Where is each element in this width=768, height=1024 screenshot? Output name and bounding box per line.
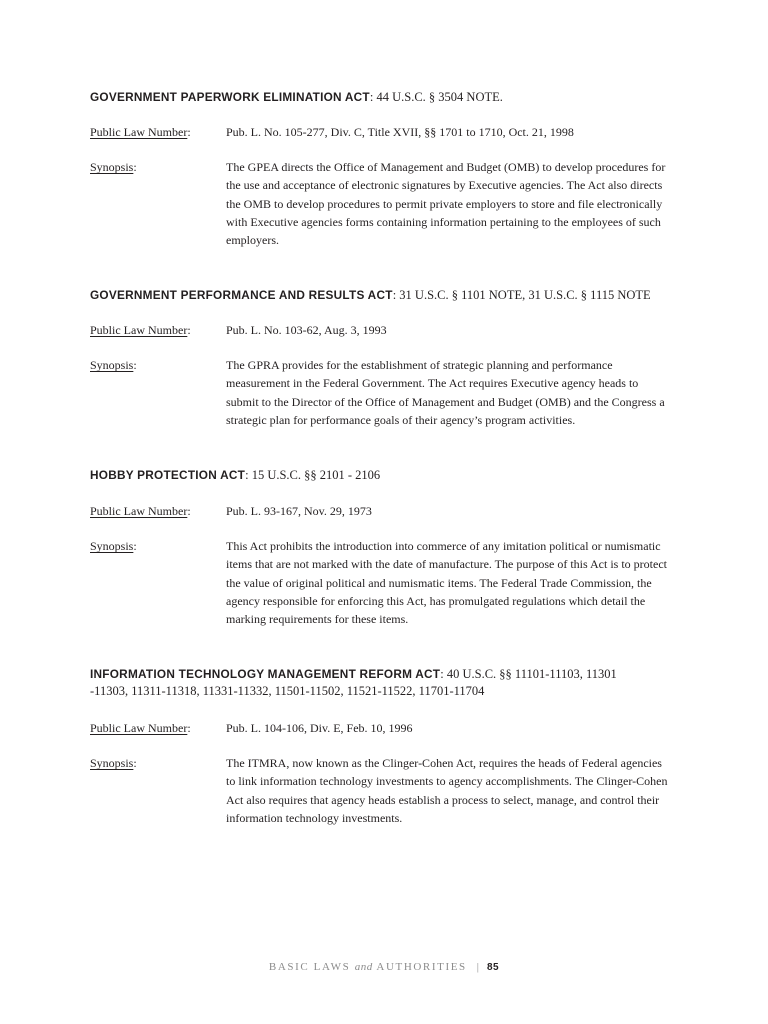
act-heading [90,666,680,700]
synopsis-text [226,537,680,628]
public-law-label: Public Law Number: [90,323,191,337]
act-entry-hobby-protection [90,467,680,628]
synopsis-line: The ITMRA, now known as the Clinger-Cohen Act, requires the heads of Federal agencies [226,756,662,771]
synopsis-text [226,158,680,249]
act-name: GOVERNMENT PAPERWORK ELIMINATION ACT [90,90,370,104]
act-entry-gpra [90,287,680,429]
act-heading [90,467,680,484]
page-number: 85 [486,962,500,973]
synopsis-label: Synopsis: [90,756,137,771]
synopsis-line: items that are not marked with the date of manufacture. The purpose of this Act is to protect [226,557,667,572]
public-law-label: Public Law Number: [90,721,191,735]
synopsis-line: submit to the Director of the Office of Management and Budget (OMB) and the Congress a [226,394,665,409]
public-law-label: Public Law Number: [90,125,191,139]
act-name: HOBBY PROTECTION ACT [90,468,246,482]
public-law-value: Pub. L. No. 103-62, Aug. 3, 1993 [226,323,387,337]
act-entry-gpea [90,89,680,249]
synopsis-line: to link information technology investments to agency accomplishments. The Clinger-Cohen [226,774,668,789]
page-footer [0,961,768,973]
footer-separator: | [476,961,479,973]
act-citation: : 31 U.S.C. § 1101 NOTE, 31 U.S.C. § 1115 NOTE [392,288,651,302]
synopsis-line: agency responsible for enforcing this Act, has promulgated regulations which detail the [226,593,646,608]
synopsis-line: employers. [226,233,279,248]
synopsis-label: Synopsis: [90,160,137,175]
act-heading [90,89,680,106]
act-citation: : 40 U.S.C. §§ 11101-11103, 11301 [440,667,617,681]
synopsis-text [226,754,680,827]
public-law-value: Pub. L. 93-167, Nov. 29, 1973 [226,504,372,518]
synopsis-line: This Act prohibits the introduction into commerce of any imitation political or numismatic [226,539,661,554]
act-citation-continued: -11303, 11311-11318, 11331-11332, 11501-11502, 11521-11522, 11701-11704 [90,684,485,698]
act-heading [90,287,680,304]
public-law-label: Public Law Number: [90,504,191,518]
synopsis-text [226,356,680,429]
synopsis-line: The GPRA provides for the establishment of strategic planning and performance [226,358,613,373]
synopsis-line: The GPEA directs the Office of Management and Budget (OMB) to develop procedures for [226,160,666,175]
synopsis-line: the value of original political and numismatic items. The Federal Trade Commission, the [226,575,652,590]
public-law-row [90,321,680,339]
public-law-value: Pub. L. No. 105-277, Div. C, Title XVII, §§ 1701 to 1710, Oct. 21, 1998 [226,125,574,139]
synopsis-label: Synopsis: [90,539,137,554]
synopsis-line: the OMB to develop procedures to permit private employers to store and file electronically [226,196,663,211]
act-citation: : 44 U.S.C. § 3504 NOTE. [369,90,503,104]
synopsis-line: marking requirements for these items. [226,612,409,627]
synopsis-line: Act also requires that agency heads establish a process to select, manage, and control their [226,792,660,807]
public-law-row [90,719,680,737]
public-law-value: Pub. L. 104-106, Div. E, Feb. 10, 1996 [226,721,413,735]
synopsis-line: with Executive agencies forms containing information pertaining to the employees of such [226,214,661,229]
act-name: INFORMATION TECHNOLOGY MANAGEMENT REFORM ACT [90,667,441,681]
public-law-row [90,502,680,520]
act-name: GOVERNMENT PERFORMANCE AND RESULTS ACT [90,288,393,302]
act-citation: : 15 U.S.C. §§ 2101 - 2106 [245,468,381,482]
synopsis-line: measurement in the Federal Government. The Act requires Executive agency heads to [226,376,639,391]
synopsis-row [90,158,680,249]
synopsis-line: the use and acceptance of electronic signatures by Executive agencies. The Act also directs [226,178,663,193]
synopsis-row [90,754,680,827]
synopsis-row [90,537,680,628]
act-entry-itmra [90,666,680,827]
synopsis-line: information technology investments. [226,810,403,825]
synopsis-row [90,356,680,429]
synopsis-line: strategic plan for performance goals of their agency’s program activities. [226,412,576,427]
public-law-row [90,123,680,141]
synopsis-label: Synopsis: [90,358,137,373]
footer-title: BASIC LAWS and AUTHORITIES [268,961,467,973]
